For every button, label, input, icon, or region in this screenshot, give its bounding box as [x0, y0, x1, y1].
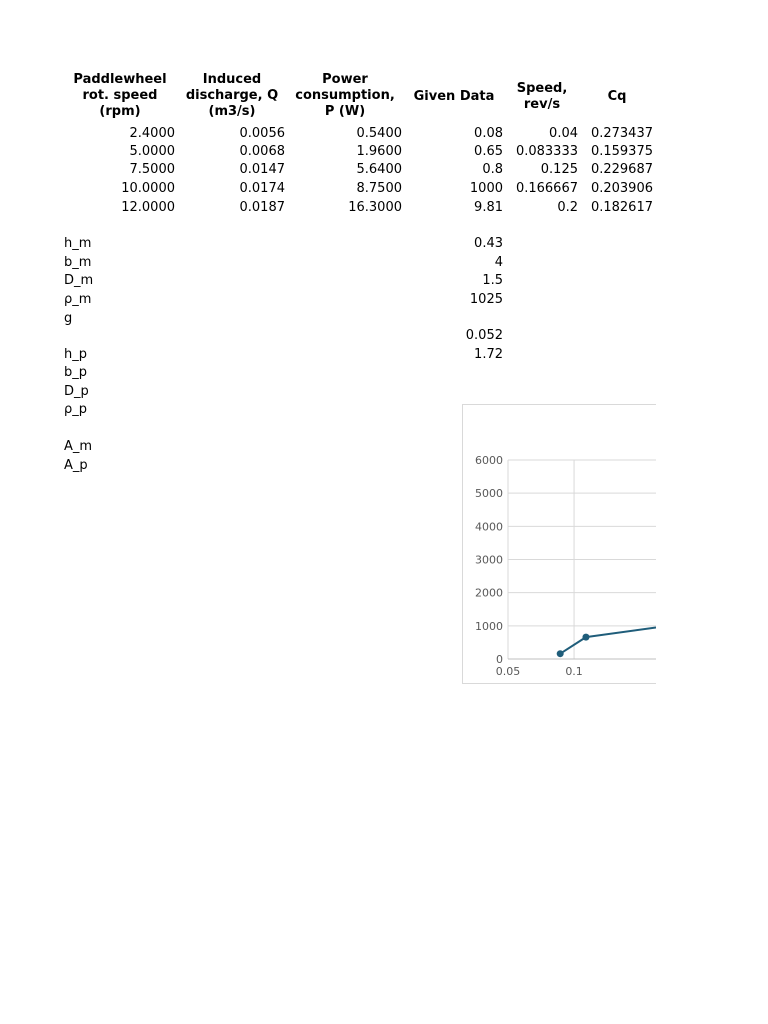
y-tick-label: 4000 [475, 520, 503, 534]
table-row [0, 161, 768, 179]
cell-given-data: 0.65 [474, 144, 503, 159]
param-label-a-m: A_m [64, 439, 93, 454]
cell-power: 5.6400 [356, 162, 402, 177]
param-value: 1.5 [482, 273, 503, 288]
cell-power: 8.7500 [356, 181, 402, 196]
param-label-a-p: A_p [64, 458, 88, 473]
param-value: 1025 [469, 292, 503, 307]
cell-discharge: 0.0187 [239, 200, 285, 215]
cell-speed: 0.083333 [515, 144, 578, 159]
data-point [557, 650, 564, 657]
param-value: 0.43 [474, 236, 503, 251]
param-label-b-p: b_p [64, 365, 88, 380]
data-point [582, 634, 589, 641]
cell-cq: 0.203906 [590, 181, 653, 196]
cell-rot-speed: 5.0000 [129, 144, 175, 159]
cell-power: 0.5400 [356, 126, 402, 141]
cell-speed: 0.166667 [515, 181, 578, 196]
cell-discharge: 0.0174 [239, 181, 285, 196]
header-given-data: Given Data [413, 89, 495, 104]
header-power-consumption: Power consumption, P (W) [295, 72, 395, 119]
param-label-d-p: D_p [64, 384, 89, 399]
cell-power: 1.9600 [356, 144, 402, 159]
param-label-b-m: b_m [64, 255, 92, 270]
header-cq: Cq [607, 89, 627, 104]
x-tick-label: 0.1 [565, 665, 583, 678]
cell-given-data: 0.08 [474, 126, 503, 141]
header-rot-speed: Paddlewheel rot. speed (rpm) [73, 72, 167, 119]
y-tick-label: 2000 [475, 586, 503, 600]
cell-speed: 0.04 [549, 126, 578, 141]
cell-rot-speed: 7.5000 [129, 162, 175, 177]
x-tick-label: 0.05 [495, 665, 521, 678]
y-tick-label: 6000 [475, 454, 503, 467]
cell-given-data: 1000 [469, 181, 503, 196]
table-row [0, 199, 768, 217]
table-row [0, 143, 768, 161]
cell-rot-speed: 10.0000 [121, 181, 175, 196]
y-tick-label: 1000 [475, 619, 503, 633]
cell-given-data: 9.81 [474, 200, 503, 215]
param-value: 0.052 [465, 328, 503, 343]
y-tick-label: 5000 [475, 487, 503, 501]
y-tick-label: 3000 [475, 553, 503, 567]
cell-cq: 0.229687 [590, 162, 653, 177]
table-row [0, 125, 768, 143]
param-label-h-p: h_p [64, 347, 87, 362]
param-value: 1.72 [474, 347, 503, 362]
cell-discharge: 0.0056 [239, 126, 285, 141]
param-label-d-m: D_m [64, 273, 94, 288]
chart-area[interactable] [462, 404, 656, 684]
cell-cq: 0.159375 [590, 144, 653, 159]
cell-speed: 0.2 [557, 200, 578, 215]
param-label-h-m: h_m [64, 236, 92, 251]
param-label-g: g [64, 311, 73, 326]
header-induced-discharge: Induced discharge, Q (m3/s) [185, 72, 279, 119]
cell-discharge: 0.0147 [239, 162, 285, 177]
cell-speed: 0.125 [540, 162, 578, 177]
header-speed: Speed, rev/s [516, 81, 568, 112]
cell-discharge: 0.0068 [239, 144, 285, 159]
param-label-rho-m: ρ_m [64, 292, 92, 307]
table-row [0, 180, 768, 198]
chart-svg [463, 405, 656, 683]
cell-cq: 0.273437 [590, 126, 653, 141]
cell-rot-speed: 2.4000 [129, 126, 175, 141]
cell-rot-speed: 12.0000 [121, 200, 175, 215]
cell-cq: 0.182617 [590, 200, 653, 215]
y-tick-label: 0 [496, 653, 503, 666]
cell-given-data: 0.8 [482, 162, 503, 177]
param-label-rho-p: ρ_p [64, 402, 88, 417]
param-value: 4 [494, 255, 503, 270]
cell-power: 16.3000 [348, 200, 402, 215]
